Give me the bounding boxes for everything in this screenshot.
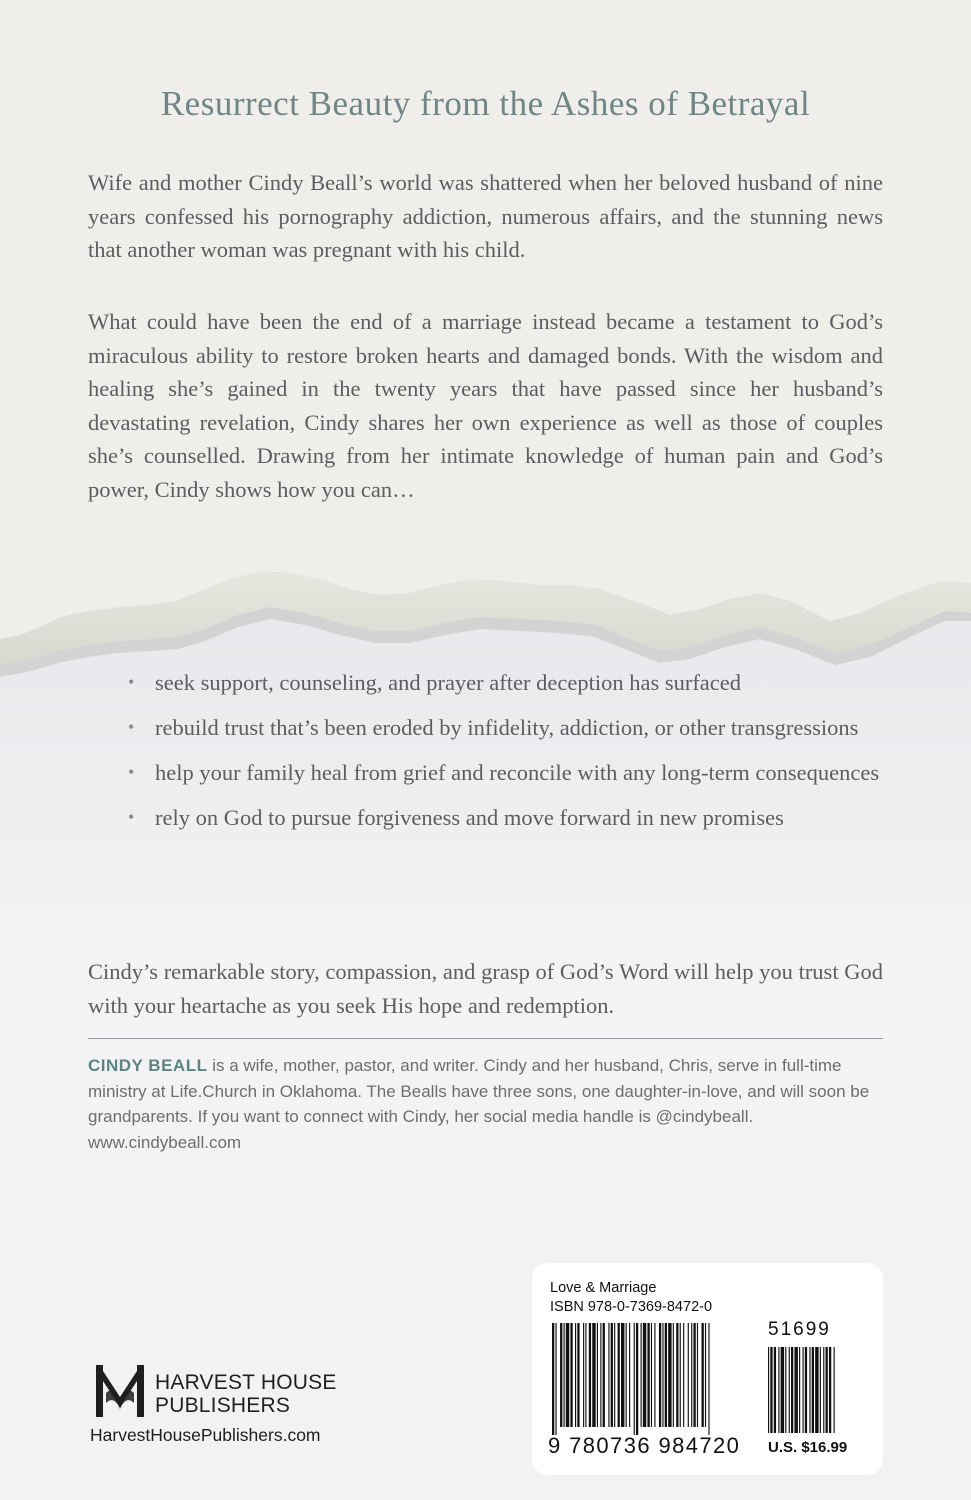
price-label: U.S. $16.99 bbox=[768, 1439, 848, 1456]
addon-bar bbox=[820, 1347, 821, 1433]
bullet-icon: • bbox=[128, 807, 135, 827]
barcode-digits: 9 780736 984720 bbox=[548, 1433, 741, 1458]
barcode-bar bbox=[618, 1323, 620, 1427]
barcode-bar bbox=[647, 1323, 649, 1427]
barcode-bar bbox=[555, 1323, 556, 1435]
barcode-box bbox=[532, 1263, 883, 1475]
barcode-bar bbox=[603, 1323, 605, 1427]
author-name: CINDY BEALL bbox=[88, 1056, 208, 1075]
barcode-bar bbox=[691, 1323, 692, 1427]
barcode-bar bbox=[708, 1323, 709, 1435]
addon-bar bbox=[785, 1347, 786, 1433]
barcode-bar bbox=[597, 1323, 598, 1427]
addon-bar bbox=[809, 1347, 810, 1433]
author-bio bbox=[88, 1053, 888, 1155]
bullet-icon: • bbox=[128, 672, 135, 692]
addon-bar bbox=[834, 1347, 835, 1433]
barcode-category: Love & Marriage bbox=[550, 1280, 657, 1296]
barcode-bar bbox=[659, 1323, 661, 1427]
addon-bar bbox=[803, 1347, 804, 1433]
isbn-label: ISBN 978-0-7369-8472-0 bbox=[550, 1299, 713, 1315]
headline: Resurrect Beauty from the Ashes of Betrayal bbox=[160, 84, 811, 123]
barcode-bar bbox=[626, 1323, 627, 1427]
barcode-bar bbox=[641, 1323, 642, 1427]
benefit-item: • rebuild trust that’s been eroded by infidelity, addiction, or other transgressions bbox=[128, 711, 888, 744]
barcode-bar bbox=[585, 1323, 586, 1427]
addon-bar bbox=[815, 1347, 818, 1433]
barcode-bar bbox=[662, 1323, 663, 1427]
addon-bar bbox=[774, 1347, 776, 1433]
bullet-icon: • bbox=[128, 762, 135, 782]
addon-bar bbox=[826, 1347, 828, 1433]
barcode-bar bbox=[621, 1323, 624, 1427]
barcode-bar bbox=[634, 1323, 635, 1435]
barcode-bar bbox=[592, 1323, 595, 1427]
closing-paragraph: Cindy’s remarkable story, compassion, and grasp of God’s Word will help you trust God with your heartache as you seek His hope and redemption. bbox=[88, 959, 883, 1018]
barcode-bar bbox=[683, 1323, 684, 1427]
barcode-bar bbox=[600, 1323, 601, 1427]
barcode-bar bbox=[676, 1323, 678, 1427]
barcode-bar bbox=[583, 1323, 584, 1427]
barcode-bar bbox=[680, 1323, 681, 1427]
barcode-bar bbox=[552, 1323, 554, 1435]
barcode-bar bbox=[673, 1323, 674, 1427]
addon-bar bbox=[781, 1347, 784, 1433]
barcode-bar bbox=[697, 1323, 698, 1427]
barcode-bar bbox=[629, 1323, 630, 1427]
barcode-bar bbox=[651, 1323, 652, 1427]
barcode-bar bbox=[693, 1323, 695, 1427]
addon-bar bbox=[805, 1347, 807, 1433]
barcode-bar bbox=[705, 1323, 706, 1427]
addon-bar bbox=[794, 1347, 797, 1433]
barcode-bar bbox=[654, 1323, 655, 1427]
divider bbox=[88, 1038, 883, 1039]
addon-bar bbox=[791, 1347, 793, 1433]
intro-paragraph: Wife and mother Cindy Beall’s world was shattered when her beloved husband of nine years confessed his pornography addiction, numerous affairs, and the stunning news that another woman was pregnant with his child. bbox=[88, 170, 883, 262]
author-bio-text: is a wife, mother, pastor, and writer. Cindy and her husband, Chris, serve in full-time ministry at Life.Church in Oklahoma. The Bealls have three sons, one daughter-in-love, and will soon be grandparents. If you want to connect with Cindy, her social media handle is @cindybeall. www.cindybeall.com bbox=[88, 1056, 870, 1152]
barcode-bar bbox=[702, 1323, 704, 1427]
publisher-url: HarvestHousePublishers.com bbox=[90, 1425, 321, 1445]
benefit-item: • help your family heal from grief and reconcile with any long-term consequences bbox=[128, 756, 888, 789]
barcode-bar bbox=[611, 1323, 613, 1427]
barcode-addon: 51699 bbox=[768, 1319, 831, 1340]
bullet-icon: • bbox=[128, 717, 135, 737]
barcode-bar bbox=[577, 1323, 579, 1427]
barcode-bar bbox=[608, 1323, 609, 1427]
barcode-bar bbox=[614, 1323, 615, 1427]
barcode-bar bbox=[665, 1323, 667, 1427]
addon-bar bbox=[768, 1347, 769, 1433]
addon-bar bbox=[789, 1347, 790, 1433]
addon-bar bbox=[823, 1347, 824, 1433]
addon-bar bbox=[778, 1347, 779, 1433]
benefit-item: • seek support, counseling, and prayer after deception has surfaced bbox=[128, 666, 888, 699]
barcode-bar bbox=[643, 1323, 646, 1427]
barcode-bar bbox=[564, 1323, 565, 1427]
addon-bar bbox=[812, 1347, 814, 1433]
description-paragraph: What could have been the end of a marriage instead became a testament to God’s miraculous ability to restore broken hearts and damaged bonds. With the wisdom and healing she’s gained in the twenty years that have passed since her husband’s devastating revelation, Cindy shares her own experience as well as those of couples she’s counselled. Drawing from her intimate knowledge of human pain and God’s power, Cindy shows how you can… bbox=[88, 309, 883, 502]
barcode-bar bbox=[668, 1323, 671, 1427]
addon-bar bbox=[770, 1347, 772, 1433]
barcode-bar bbox=[688, 1323, 689, 1427]
barcode-bar bbox=[575, 1323, 576, 1427]
barcode-bar bbox=[560, 1323, 562, 1427]
barcode-bar bbox=[566, 1323, 569, 1427]
barcode-bar bbox=[570, 1323, 572, 1427]
publisher-name: HARVEST HOUSE PUBLISHERS bbox=[155, 1371, 337, 1417]
benefit-item: • rely on God to pursue forgiveness and move forward in new promises bbox=[128, 801, 888, 834]
benefit-list bbox=[128, 666, 888, 846]
addon-bar bbox=[799, 1347, 800, 1433]
barcode-bar bbox=[636, 1323, 638, 1435]
harvest-house-logo-icon bbox=[92, 1363, 148, 1419]
addon-bar bbox=[829, 1347, 831, 1433]
barcode-bar bbox=[589, 1323, 591, 1427]
